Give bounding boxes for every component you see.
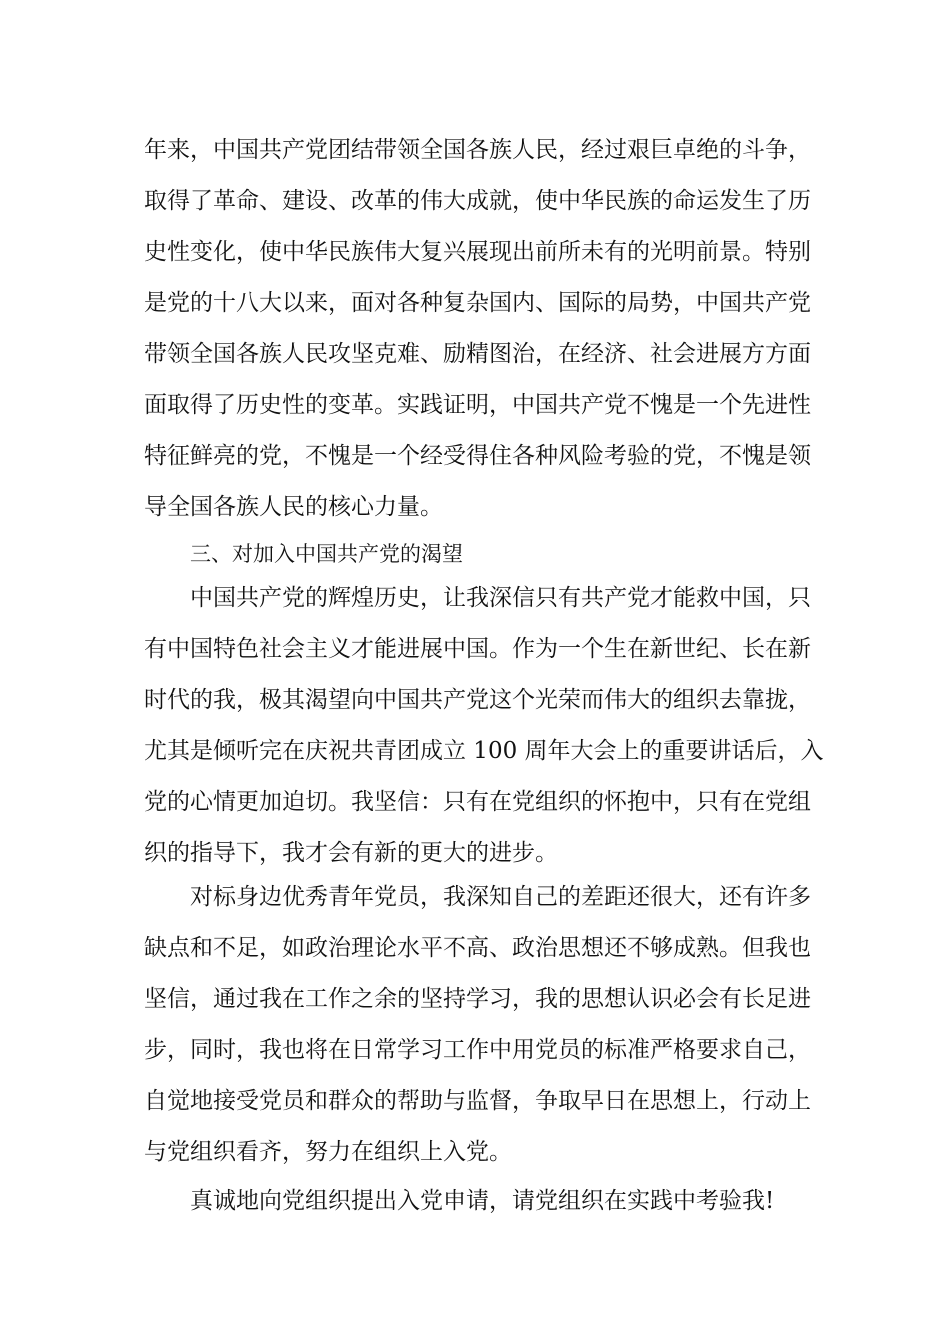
section-heading: 三、对加入中国共产党的渴望 <box>190 542 463 566</box>
paragraph-2-line-2: 有中国特色社会主义才能进展中国。作为一个生在新世纪、长在新 <box>144 636 811 662</box>
paragraph-1-line-4: 是党的十八大以来，面对各种复杂国内、国际的局势，中国共产党 <box>144 290 811 316</box>
paragraph-1-line-6: 面取得了历史性的变革。实践证明，中国共产党不愧是一个先进性 <box>144 392 811 418</box>
paragraph-1-line-7: 特征鲜亮的党，不愧是一个经受得住各种风险考验的党，不愧是领 <box>144 443 811 469</box>
paragraph-1-line-5: 带领全国各族人民攻坚克难、励精图治，在经济、社会进展方方面 <box>144 341 811 367</box>
paragraph-3-line-4: 步，同时，我也将在日常学习工作中用党员的标准严格要求自己， <box>144 1037 811 1063</box>
paragraph-2-line-1: 中国共产党的辉煌历史，让我深信只有共产党才能救中国，只 <box>190 585 811 611</box>
paragraph-3-line-6: 与党组织看齐，努力在组织上入党。 <box>144 1139 512 1165</box>
paragraph-2-line-3: 时代的我，极其渴望向中国共产党这个光荣而伟大的组织去靠拢， <box>144 687 811 713</box>
paragraph-1-line-3: 史性变化，使中华民族伟大复兴展现出前所未有的光明前景。特别 <box>144 239 811 265</box>
paragraph-3-line-2: 缺点和不足，如政治理论水平不高、政治思想还不够成熟。但我也 <box>144 935 811 961</box>
paragraph-3-line-1: 对标身边优秀青年党员，我深知自己的差距还很大，还有许多 <box>190 884 811 910</box>
paragraph-1-line-8: 导全国各族人民的核心力量。 <box>144 494 443 520</box>
paragraph-2-line-6: 织的指导下，我才会有新的更大的进步。 <box>144 840 558 866</box>
paragraph-3-line-5: 自觉地接受党员和群众的帮助与监督，争取早日在思想上，行动上 <box>144 1088 811 1114</box>
paragraph-1-line-1: 年来，中国共产党团结带领全国各族人民，经过艰巨卓绝的斗争， <box>144 137 811 163</box>
paragraph-3-line-3: 坚信，通过我在工作之余的坚持学习，我的思想认识必会有长足进 <box>144 986 811 1012</box>
paragraph-1-line-2: 取得了革命、建设、改革的伟大成就，使中华民族的命运发生了历 <box>144 188 811 214</box>
paragraph-2-line-4: 尤其是倾听完在庆祝共青团成立 100 周年大会上的重要讲话后，入 <box>144 738 824 764</box>
paragraph-2-line-5: 党的心情更加迫切。我坚信：只有在党组织的怀抱中，只有在党组 <box>144 789 811 815</box>
closing-sentence: 真诚地向党组织提出入党申请，请党组织在实践中考验我! <box>190 1188 775 1214</box>
